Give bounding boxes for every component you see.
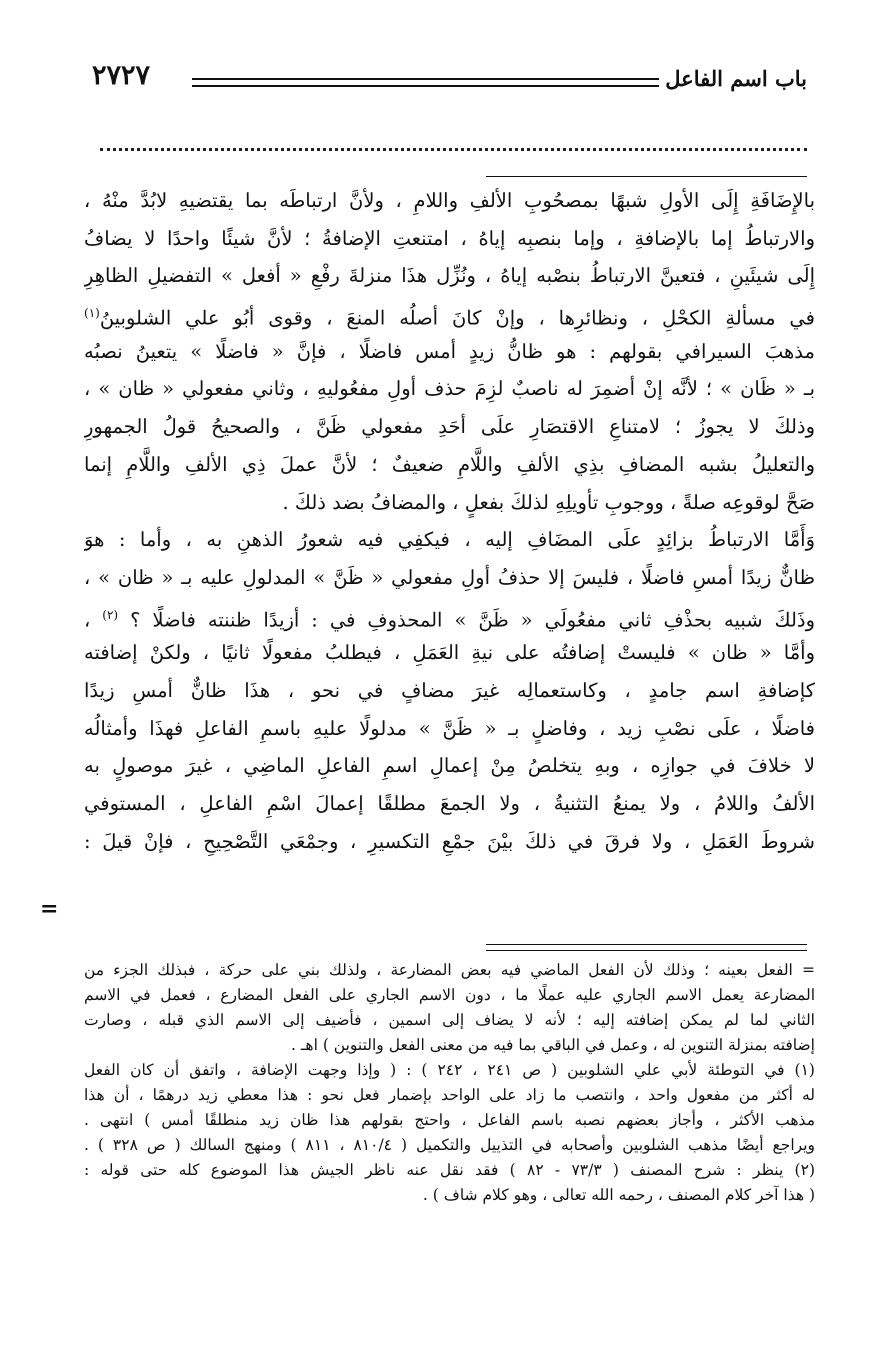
text-line: بالإِضَافَةِ إِلَى الأولِ شبهًا بمصحُوبِ الألفِ واللامِ ، ولأنَّ ارتباطَه بما يقتضيهِ لابُدَّ منْهُ ، <box>84 189 815 212</box>
footnote-line: (٢) ينظر : شرح المصنف ( ٧٣/٣ - ٨٢ ) فقد نقل عنه ناظر الجيش هذا الموضوع كله حتى قوله : <box>84 1161 815 1179</box>
text-line: والارتباطُ إما بالإضافةِ ، وإما بنصبِه إياهُ ، امتنعتِ الإضافةُ ؛ لأنَّ شيئًا واحدًا لا يضافُ <box>84 226 815 250</box>
text-line <box>84 295 815 333</box>
text-line: والتعليلُ بشبه المضافِ بذِي الألفِ واللَّامِ ضعيفٌ ؛ لأنَّ عملَ ذِي الألفِ واللَّامِ إنما <box>84 452 815 476</box>
text-line: كإضافةِ اسم جامدٍ ، وكاستعمالِه غيرَ مضافٍ في نحو ، هذَا ظانٌّ أمسِ زيدًا <box>84 678 815 702</box>
header-double-rule <box>192 78 659 87</box>
footnote-ref-2: (٢) <box>102 607 119 622</box>
text-line: صَحَّ لوقوعِه صلةً ، ووجوبِ تأويلِهِ لذلكَ بفعلٍ ، والمضافُ بضد ذلكَ . <box>282 490 815 514</box>
footnote-line: (١) في التوطئة لأبي علي الشلوبين ( ص ٢٤١ ، ٢٤٢ ) : ( وإذا وجهت الإضافة ، واتفق أن كان الفعل <box>84 1061 815 1079</box>
main-text <box>84 182 815 860</box>
footnote-line: له أكثر من مفعول واحد ، وانتصب ما زاد على الواحد بإضمار فعل نحو : هذا معطي زيد درهمًا ، أن هذا <box>84 1086 815 1104</box>
chapter-title: باب اسم الفاعل <box>665 66 807 91</box>
text-segment: وذَلكَ شبيه بحذْفِ ثاني مفعُولَي « ظَنَّ » المحذوفِ في : أزيدًا ظننته فاضلًا ؟ <box>130 608 815 632</box>
footnote-line: ( هذا آخر كلام المصنف ، رحمه الله تعالى ، وهو كلام شاف ) . <box>422 1186 815 1204</box>
text-line: فاضلًا ، علَى نصْبِ زيد ، وفاضلٍ بـ « ظَنَّ » مدلولًا عليهِ باسمِ الفاعلِ فهذَا وأمثالُه <box>84 716 815 740</box>
text-line: مذهبَ السيرافي بقولهم : هو ظانُّ زيدٍ أمس فاضلًا ، فإنَّ « فاضلًا » يتعينُ نصبُه <box>84 339 815 363</box>
text-line: وأمَّا « ظان » فليستْ إضافتُه على نيةِ العَمَلِ ، فيطلبُ مفعولًا ثانيًا ، ولكنْ إضافته <box>84 641 815 665</box>
footnote-line: إضافته بمنزلة التنوين له ، وعمل في الباقي بما فيه من معنى الفعل والتنوين ) اهـ . <box>291 1036 815 1054</box>
text-line: إِلَى شيئَينِ ، فتعينَّ الارتباطُ بنصْبه إياهُ ، ونُزِّل هذَا منزلةَ رفْعِ « أفعل » التفضيلِ الظاهِرِ <box>84 264 815 288</box>
footnote-line: = الفعل بعينه ؛ وذلك لأن الفعل الماضي فيه بعض المضارعة ، ولذلك بني على حركة ، فبذلك الجزء من <box>84 961 815 979</box>
footnote-line: المضارعة يعمل الاسم الجاري عليه عملًا ما ، دون الاسم الجاري على الفعل المضارع ، فعمل في الاسم <box>84 986 815 1004</box>
text-top-rule <box>486 176 807 177</box>
dotted-separator <box>100 148 807 151</box>
footnote-line: مذهب الأكثر ، وأجاز بعضهم نصبه باسم الفاعل ، واحتج بقولهم هذا ظان زيد منطلقًا أمس ) انتهى . <box>84 1111 815 1129</box>
continues-next-mark: = <box>40 896 59 922</box>
footnote-ref-1: (١) <box>84 306 100 321</box>
text-line: بـ « ظَان » ؛ لأنَّه إنْ أضمِرَ له ناصبٌ لزِمَ حذف أولِ مفعُوليهِ ، وثاني مفعولي « ظان » ، <box>84 377 815 401</box>
page-header <box>92 58 807 102</box>
text-line: وذَلكَ شبيه بحذْفِ ثاني مفعُولَي « ظَنَّ » المحذوفِ في : أزيدًا ظننته فاضلًا ؟ $^{(٢)}$ ، <box>84 607 815 632</box>
text-line: ظانٌّ زيدًا أمسِ فاضلًا ، فليسَ إلا حذفُ أولِ مفعولي « ظَنَّ » المدلولِ عليه بـ « ظان » ، <box>84 565 815 589</box>
text-line: لا خلافَ في جوازِه ، وبهِ يتخلصُ مِنْ إعمالِ اسمِ الفاعلِ الماضِي ، غيرَ موصولٍ به <box>84 754 815 778</box>
footnote-line: ويراجع أيضًا مذهب الشلوبين وأصحابه في التذييل والتكميل ( ٨١٠/٤ ، ٨١١ ) ومنهج السالك ( ص ٣٢٨ ) . <box>84 1136 815 1154</box>
footnote-line: الثاني لما لم يمكن إضافته إليه ؛ لأنه لا يضاف إلى اسمين ، فأضيف إلى الاسم الذي قبله ، وصارت <box>84 1011 815 1029</box>
footnotes <box>84 958 815 1208</box>
text-line: الألفُ واللامُ ، ولا يمنعُ التثنيةُ ، ولا الجمعَ مطلقًا إعمالَ اسْمِ الفاعلِ ، المستوفي <box>84 792 815 815</box>
text-segment: في مسألةِ الكحْلِ ، ونظائرِها ، وإنْ كانَ أصلُه المنعَ ، وقوى أبُو علي الشلوبينُ <box>99 306 815 330</box>
text-line: وَأَمَّا الارتباطُ بزائِدٍ علَى المضَافِ إليه ، فيكفِي فيه شعورُ الذهنِ به ، وأما : هوَ <box>84 528 815 552</box>
text-line: شروطَ العَمَلِ ، ولا فرقَ في ذلكَ بيْنَ جمْعِ التكسيرِ ، وجمْعَي التَّصْحِيحِ ، فإنْ قيلَ : <box>84 829 815 853</box>
page-number: ٢٧٢٧ <box>92 60 151 91</box>
text-line: وذلكَ لا يجوزُ ؛ لامتناعِ الاقتصَارِ علَى أحَدِ مفعولي ظَنَّ ، والصحيحُ قولُ الجمهورِ <box>84 415 815 439</box>
footnote-separator <box>486 944 807 951</box>
